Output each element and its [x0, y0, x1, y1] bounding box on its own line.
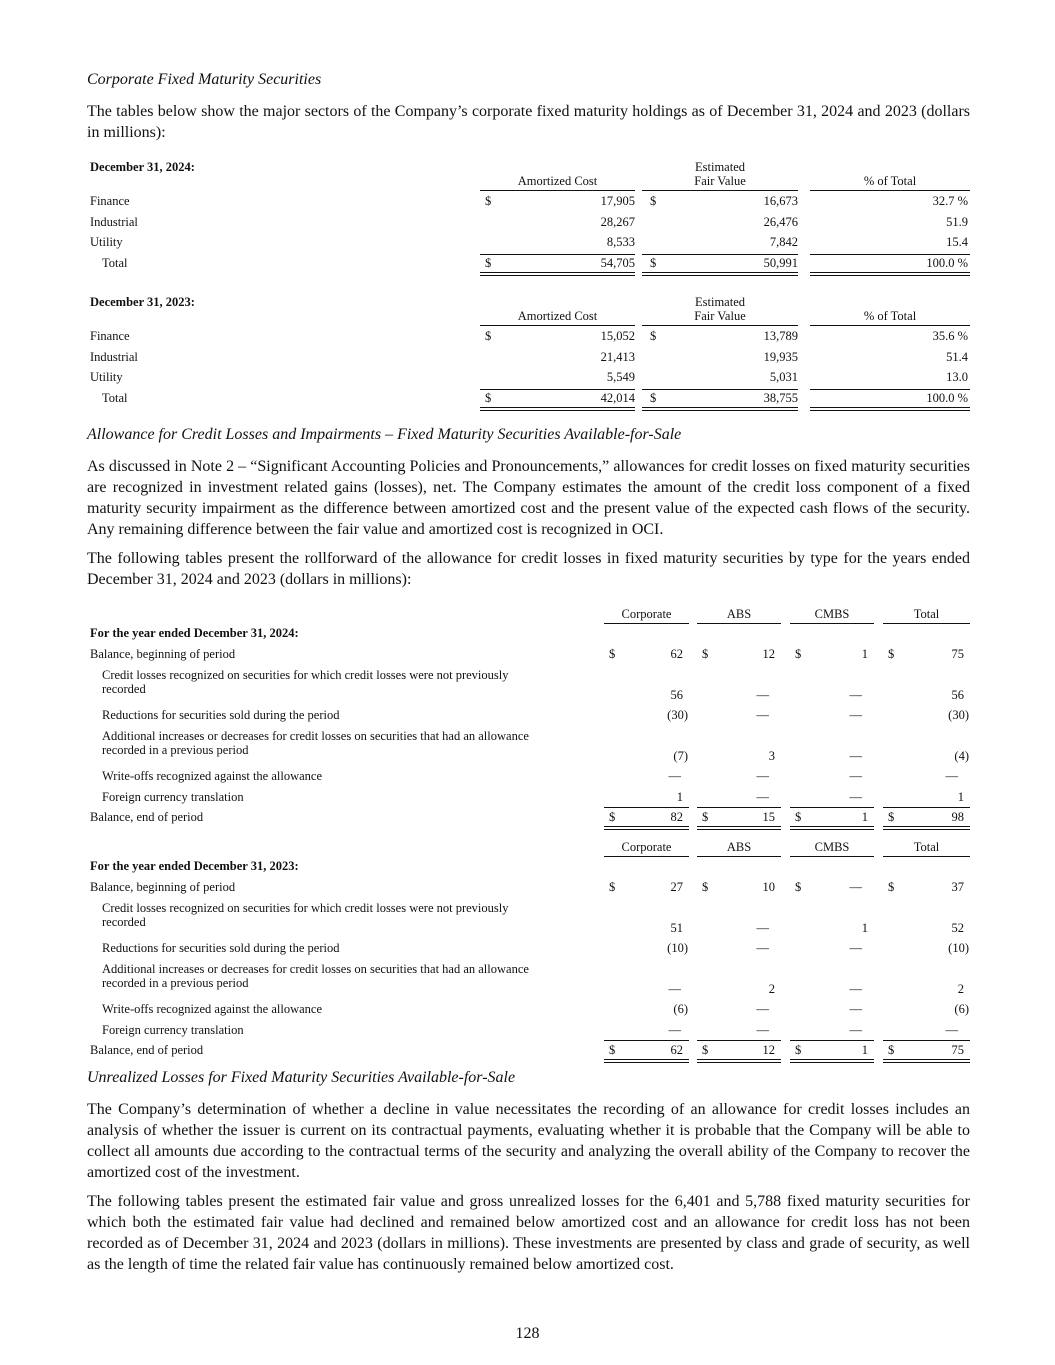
row-label: Utility — [90, 370, 123, 385]
subtotal-rule — [697, 1040, 781, 1041]
total-double-rule — [480, 272, 635, 276]
row-label: Industrial — [90, 349, 138, 364]
table-title: December 31, 2024: — [90, 160, 195, 174]
value-total: (10) — [948, 941, 969, 955]
table-title: For the year ended December 31, 2023: — [90, 859, 299, 873]
value-total: 75 — [951, 1043, 964, 1057]
row-label: Balance, beginning of period — [90, 647, 236, 661]
value-total: 98 — [951, 810, 964, 824]
value-corporate: (6) — [673, 1002, 688, 1016]
row-label-continued: recorded — [102, 681, 146, 696]
dollar-sign: $ — [702, 647, 709, 661]
col-header-fair-2: Fair Value — [694, 309, 746, 323]
dollar-sign: $ — [650, 329, 657, 343]
value-cmbs: — — [849, 981, 862, 996]
header-rule — [480, 325, 635, 326]
row-label: Foreign currency translation — [102, 1022, 244, 1037]
value-cmbs: — — [849, 1022, 862, 1037]
pct-total-value: 32.7 % — [932, 194, 968, 208]
fair-value-value: 50,991 — [763, 256, 798, 271]
dollar-sign: $ — [702, 880, 709, 894]
fair-value-value: 7,842 — [769, 235, 798, 250]
row-label: Balance, beginning of period — [90, 880, 236, 894]
value-cmbs: — — [849, 1002, 862, 1016]
value-abs: — — [756, 941, 769, 955]
value-corporate: 27 — [670, 880, 683, 894]
header-rule — [790, 856, 874, 857]
subtotal-rule — [790, 1040, 874, 1041]
value-abs: 12 — [762, 1043, 775, 1057]
col-header-abs: ABS — [726, 840, 752, 854]
value-abs: — — [756, 1022, 769, 1037]
total-double-rule — [697, 1059, 781, 1063]
value-corporate: (7) — [673, 748, 688, 763]
amortized-cost-value: 17,905 — [600, 194, 635, 208]
total-double-rule — [810, 407, 970, 411]
total-double-rule — [604, 1059, 689, 1063]
col-header-corporate: Corporate — [621, 607, 672, 621]
pct-total-value: 51.4 — [946, 349, 968, 364]
row-label: Balance, end of period — [90, 810, 204, 824]
row-label: Credit losses recognized on securities for which credit losses were not previously — [102, 667, 509, 682]
section-heading-allowance: Allowance for Credit Losses and Impairments – Fixed Maturity Securities Available-for-Sale — [87, 426, 682, 443]
pct-total-value: 51.9 — [946, 214, 968, 229]
section-heading-corporate: Corporate Fixed Maturity Securities — [87, 71, 322, 88]
header-rule — [642, 190, 798, 191]
dollar-sign: $ — [702, 810, 709, 824]
value-cmbs: — — [849, 687, 862, 702]
total-double-rule — [604, 826, 689, 830]
value-abs: 10 — [762, 880, 775, 894]
total-double-rule — [642, 272, 798, 276]
dollar-sign: $ — [609, 810, 616, 824]
row-label: Total — [102, 256, 128, 271]
value-cmbs: — — [849, 789, 862, 804]
value-cmbs: 1 — [861, 1043, 868, 1057]
amortized-cost-value: 21,413 — [600, 349, 635, 364]
fair-value-value: 5,031 — [769, 370, 798, 385]
value-corporate: 51 — [670, 920, 683, 935]
dollar-sign: $ — [650, 194, 657, 208]
value-abs: — — [756, 789, 769, 804]
col-header-total: Total — [913, 840, 940, 854]
col-header-corporate: Corporate — [621, 840, 672, 854]
value-cmbs: 1 — [861, 810, 868, 824]
total-double-rule — [642, 407, 798, 411]
amortized-cost-value: 15,052 — [600, 329, 635, 343]
header-rule — [883, 856, 970, 857]
total-double-rule — [883, 826, 970, 830]
value-total: (30) — [948, 708, 969, 722]
pct-total-value: 13.0 — [946, 370, 968, 385]
value-abs: 2 — [768, 981, 775, 996]
col-header-pct: % of Total — [863, 309, 917, 323]
value-corporate: 62 — [670, 1043, 683, 1057]
dollar-sign: $ — [795, 880, 802, 894]
header-rule — [604, 623, 689, 624]
dollar-sign: $ — [609, 1043, 616, 1057]
dollar-sign: $ — [888, 810, 895, 824]
fair-value-value: 16,673 — [763, 194, 798, 208]
pct-total-value: 15.4 — [946, 235, 968, 250]
intro-paragraph: The tables below show the major sectors of the Company’s corporate fixed maturity holdings as of December 31, 2024 and 2023 (dollars in millions): — [87, 103, 970, 141]
amortized-cost-value: 54,705 — [600, 256, 635, 271]
header-rule — [480, 190, 635, 191]
value-corporate: 62 — [670, 647, 683, 661]
header-rule — [790, 623, 874, 624]
col-header-amortized: Amortized Cost — [517, 309, 598, 323]
col-header-total: Total — [913, 607, 940, 621]
value-total: 1 — [957, 789, 964, 804]
value-total: 56 — [951, 687, 964, 702]
value-corporate: — — [668, 981, 681, 996]
col-header-fair-2: Fair Value — [694, 174, 746, 188]
total-double-rule — [790, 1059, 874, 1063]
dollar-sign: $ — [485, 391, 492, 406]
value-corporate: (30) — [667, 708, 688, 722]
value-abs: — — [756, 769, 769, 783]
row-label: Balance, end of period — [90, 1043, 204, 1057]
dollar-sign: $ — [795, 647, 802, 661]
value-corporate: 56 — [670, 687, 683, 702]
col-header-fair-1: Estimated — [695, 295, 745, 309]
section-heading-unrealized: Unrealized Losses for Fixed Maturity Securities Available-for-Sale — [87, 1069, 516, 1086]
dollar-sign: $ — [485, 256, 492, 271]
col-header-amortized: Amortized Cost — [517, 174, 598, 188]
dollar-sign: $ — [609, 880, 616, 894]
dollar-sign: $ — [795, 1043, 802, 1057]
value-abs: 15 — [762, 810, 775, 824]
value-total: 75 — [951, 647, 964, 661]
row-label-continued: recorded in a previous period — [102, 742, 249, 757]
pct-total-value: 100.0 % — [926, 391, 968, 406]
row-label: Write-offs recognized against the allowance — [102, 769, 323, 783]
subtotal-rule — [604, 807, 689, 808]
value-corporate: 82 — [670, 810, 683, 824]
row-label: Credit losses recognized on securities for which credit losses were not previously — [102, 900, 509, 915]
rollforward-intro-paragraph: The following tables present the rollforward of the allowance for credit losses in fixed maturity securities by type for the years ended December 31, 2024 and 2023 (dollars in millions): — [87, 550, 970, 588]
value-abs: 12 — [762, 647, 775, 661]
dollar-sign: $ — [795, 810, 802, 824]
fair-value-value: 19,935 — [763, 349, 798, 364]
col-header-pct: % of Total — [863, 174, 917, 188]
page-number: 128 — [515, 1325, 540, 1342]
value-total: (4) — [954, 748, 969, 763]
row-label-continued: recorded — [102, 914, 146, 929]
total-double-rule — [883, 1059, 970, 1063]
allowance-paragraph: As discussed in Note 2 – “Significant Accounting Policies and Pronouncements,” allowances for credit losses on fixed maturity securities are recognized in investment related gains (losses), net. The Company estimates the amount of the credit loss component of a fixed maturity security impairment as the difference between amortized cost and the present value of the expected cash flows of the security. Any remaining difference between the fair value and amortized cost is recognized in OCI. — [87, 458, 970, 538]
header-rule — [642, 325, 798, 326]
value-cmbs: 1 — [861, 920, 868, 935]
table-title: For the year ended December 31, 2024: — [90, 626, 299, 640]
value-cmbs: — — [849, 769, 862, 783]
value-abs: — — [756, 1002, 769, 1016]
row-label: Industrial — [90, 214, 138, 229]
value-total: — — [945, 769, 958, 783]
amortized-cost-value: 28,267 — [600, 214, 635, 229]
subtotal-rule — [604, 1040, 689, 1041]
header-rule — [810, 190, 970, 191]
row-label: Finance — [90, 329, 130, 343]
row-label-continued: recorded in a previous period — [102, 975, 249, 990]
value-cmbs: — — [849, 748, 862, 763]
col-header-fair-1: Estimated — [695, 160, 745, 174]
subtotal-rule — [790, 807, 874, 808]
value-abs: 3 — [768, 748, 775, 763]
amortized-cost-value: 8,533 — [606, 235, 635, 250]
fair-value-value: 26,476 — [763, 214, 798, 229]
value-cmbs: — — [849, 708, 862, 722]
value-abs: — — [756, 687, 769, 702]
row-label: Foreign currency translation — [102, 789, 244, 804]
value-total: 37 — [951, 880, 964, 894]
row-label: Finance — [90, 194, 130, 208]
col-header-cmbs: CMBS — [814, 607, 850, 621]
table-title: December 31, 2023: — [90, 295, 195, 309]
total-double-rule — [790, 826, 874, 830]
dollar-sign: $ — [888, 1043, 895, 1057]
dollar-sign: $ — [609, 647, 616, 661]
value-abs: — — [756, 708, 769, 722]
row-label: Utility — [90, 235, 123, 250]
row-label: Reductions for securities sold during the period — [102, 708, 340, 722]
value-abs: — — [756, 920, 769, 935]
subtotal-rule — [883, 1040, 970, 1041]
value-total: 52 — [951, 920, 964, 935]
row-label: Reductions for securities sold during the period — [102, 941, 340, 955]
dollar-sign: $ — [702, 1043, 709, 1057]
unrealized-paragraph-1: The Company’s determination of whether a decline in value necessitates the recording of an allowance for credit losses includes an analysis of whether the issuer is current on its contractual payments, evaluating whether it is probable that the Company will be able to collect all amounts due according to the contractual terms of the security and analyzing the overall ability of the Company to recover the amortized cost of the investment. — [87, 1101, 970, 1181]
dollar-sign: $ — [888, 647, 895, 661]
value-cmbs: — — [849, 880, 862, 894]
header-rule — [883, 623, 970, 624]
value-total: — — [945, 1022, 958, 1037]
amortized-cost-value: 42,014 — [600, 391, 635, 406]
subtotal-rule — [697, 807, 781, 808]
fair-value-value: 38,755 — [763, 391, 798, 406]
row-label: Total — [102, 391, 128, 406]
col-header-cmbs: CMBS — [814, 840, 850, 854]
value-corporate: (10) — [667, 941, 688, 955]
value-cmbs: 1 — [861, 647, 868, 661]
value-corporate: — — [668, 769, 681, 783]
fair-value-value: 13,789 — [763, 329, 798, 343]
pct-total-value: 35.6 % — [932, 329, 968, 343]
dollar-sign: $ — [888, 880, 895, 894]
header-rule — [697, 856, 781, 857]
dollar-sign: $ — [485, 194, 492, 208]
total-double-rule — [810, 272, 970, 276]
header-rule — [810, 325, 970, 326]
dollar-sign: $ — [485, 329, 492, 343]
pct-total-value: 100.0 % — [926, 256, 968, 271]
value-total: (6) — [954, 1002, 969, 1016]
value-corporate: — — [668, 1022, 681, 1037]
subtotal-rule — [883, 807, 970, 808]
row-label: Additional increases or decreases for credit losses on securities that had an allowance — [102, 728, 529, 743]
dollar-sign: $ — [650, 256, 657, 271]
unrealized-paragraph-2: The following tables present the estimated fair value and gross unrealized losses for the 6,401 and 5,788 fixed maturity securities for which both the estimated fair value had declined and remained below amortized cost and an allowance for credit loss has not been recorded as of December 31, 2024 and 2023 (dollars in millions). These investments are presented by class and grade of security, as well as the length of time the related fair value has continuously remained below amortized cost. — [87, 1193, 970, 1273]
dollar-sign: $ — [650, 391, 657, 406]
total-double-rule — [697, 826, 781, 830]
value-cmbs: — — [849, 941, 862, 955]
amortized-cost-value: 5,549 — [606, 370, 635, 385]
header-rule — [697, 623, 781, 624]
col-header-abs: ABS — [726, 607, 752, 621]
header-rule — [604, 856, 689, 857]
row-label: Write-offs recognized against the allowance — [102, 1002, 323, 1016]
row-label: Additional increases or decreases for credit losses on securities that had an allowance — [102, 961, 529, 976]
value-corporate: 1 — [676, 789, 683, 804]
value-total: 2 — [957, 981, 964, 996]
total-double-rule — [480, 407, 635, 411]
